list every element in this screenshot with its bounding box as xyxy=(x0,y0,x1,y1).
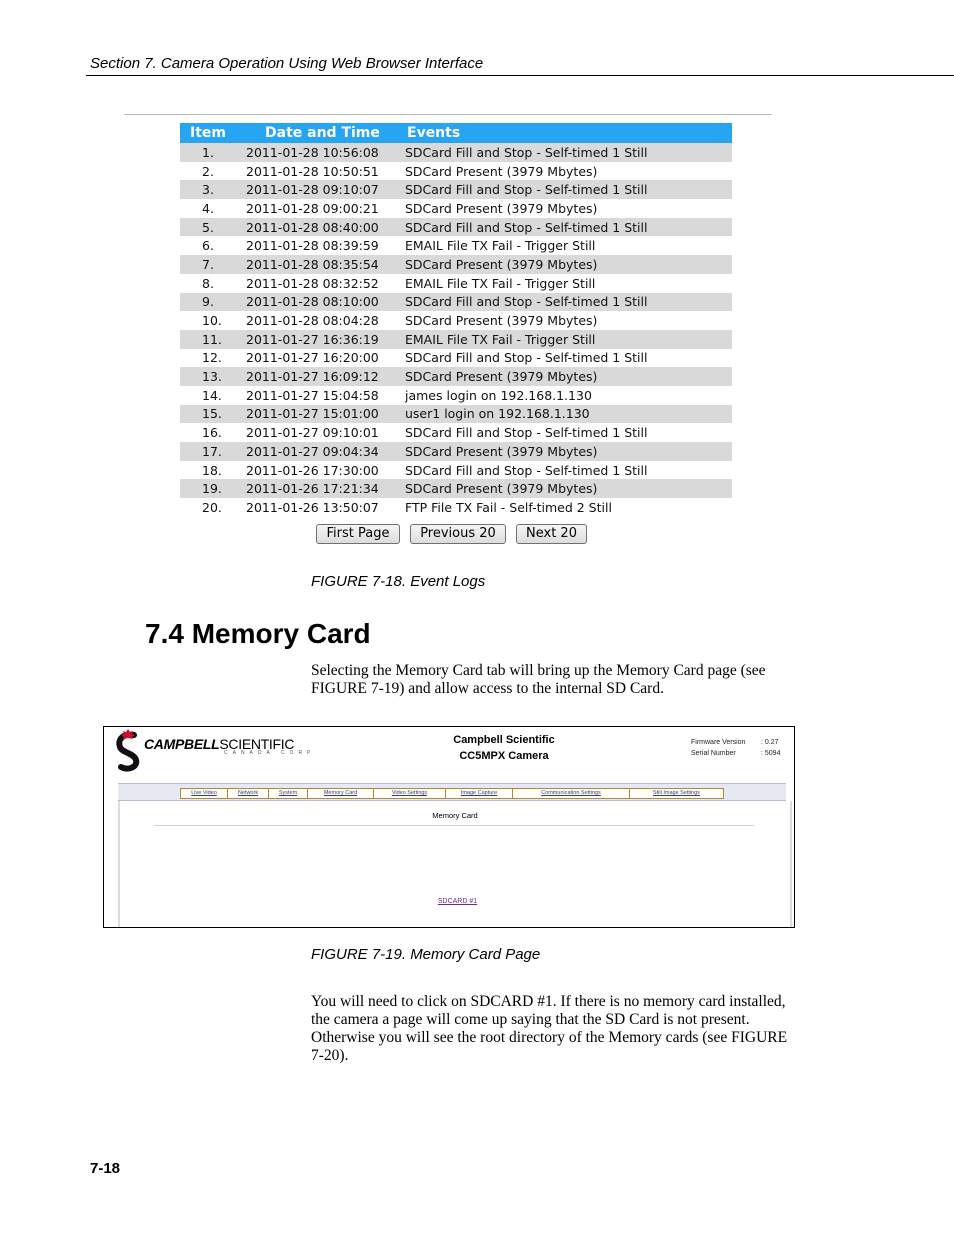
cell-event: SDCard Fill and Stop - Self-timed 1 Still xyxy=(405,293,732,312)
cell-event: SDCard Present (3979 Mbytes) xyxy=(405,311,732,330)
nav-bar xyxy=(118,783,786,801)
table-row xyxy=(180,423,732,442)
table-row xyxy=(180,349,732,368)
table-row xyxy=(180,162,732,181)
header-rule xyxy=(86,75,954,76)
cell-date-time: 2011-01-28 10:56:08 xyxy=(246,143,405,162)
table-header-row xyxy=(180,123,732,143)
cell-item: 6. xyxy=(180,236,246,255)
serial-value: : 5094 xyxy=(761,750,781,757)
table-row xyxy=(180,255,732,274)
cell-date-time: 2011-01-28 08:32:52 xyxy=(246,274,405,293)
cell-date-time: 2011-01-28 08:35:54 xyxy=(246,255,405,274)
cell-item: 9. xyxy=(180,293,246,312)
cell-date-time: 2011-01-26 17:21:34 xyxy=(246,479,405,498)
tab-video-settings[interactable]: Video Settings xyxy=(373,788,445,799)
cell-event: SDCard Present (3979 Mbytes) xyxy=(405,255,732,274)
camera-title-line1: Campbell Scientific xyxy=(453,734,555,746)
cell-date-time: 2011-01-28 08:10:00 xyxy=(246,293,405,312)
cell-item: 3. xyxy=(180,180,246,199)
campbell-logo-icon xyxy=(112,729,146,773)
cell-date-time: 2011-01-27 09:10:01 xyxy=(246,423,405,442)
table-row xyxy=(180,330,732,349)
cell-item: 17. xyxy=(180,442,246,461)
cell-event: SDCard Present (3979 Mbytes) xyxy=(405,479,732,498)
cell-item: 7. xyxy=(180,255,246,274)
cell-event: SDCard Fill and Stop - Self-timed 1 Still xyxy=(405,218,732,237)
cell-date-time: 2011-01-26 17:30:00 xyxy=(246,461,405,480)
brand-rest: SCIENTIFIC xyxy=(219,736,295,752)
cell-date-time: 2011-01-28 09:10:07 xyxy=(246,180,405,199)
event-log-table xyxy=(180,123,732,517)
table-row xyxy=(180,442,732,461)
cell-date-time: 2011-01-28 08:40:00 xyxy=(246,218,405,237)
serial-label: Serial Number xyxy=(691,750,736,757)
running-header: Section 7. Camera Operation Using Web Browser Interface xyxy=(90,55,484,72)
camera-title-line2: CC5MPX Camera xyxy=(459,750,549,762)
cell-date-time: 2011-01-28 10:50:51 xyxy=(246,162,405,181)
cell-event: SDCard Present (3979 Mbytes) xyxy=(405,442,732,461)
cell-item: 18. xyxy=(180,461,246,480)
table-row xyxy=(180,367,732,386)
nav-tabs xyxy=(180,788,724,797)
cell-item: 10. xyxy=(180,311,246,330)
cell-event: SDCard Fill and Stop - Self-timed 1 Still xyxy=(405,349,732,368)
cell-date-time: 2011-01-28 08:04:28 xyxy=(246,311,405,330)
cell-item: 5. xyxy=(180,218,246,237)
previous-20-button[interactable]: Previous 20 xyxy=(410,524,506,544)
figure-19-caption: FIGURE 7-19. Memory Card Page xyxy=(311,946,541,963)
column-header-item: Item xyxy=(180,123,246,143)
sdcard-link[interactable]: SDCARD #1 xyxy=(437,898,478,905)
cell-date-time: 2011-01-27 16:20:00 xyxy=(246,349,405,368)
table-row xyxy=(180,498,732,517)
cell-date-time: 2011-01-28 09:00:21 xyxy=(246,199,405,218)
tab-image-capture[interactable]: Image Capture xyxy=(445,788,512,799)
table-row xyxy=(180,311,732,330)
cell-date-time: 2011-01-27 15:01:00 xyxy=(246,405,405,424)
firmware-value: : 0.27 xyxy=(761,739,779,746)
memory-card-page-screenshot xyxy=(103,726,795,928)
event-log-body xyxy=(180,143,732,517)
cell-item: 4. xyxy=(180,199,246,218)
tab-network[interactable]: Network xyxy=(227,788,268,799)
cell-event: SDCard Present (3979 Mbytes) xyxy=(405,162,732,181)
closing-paragraph: You will need to click on SDCARD #1. If there is no memory card installed, the camera a page will come up saying that the SD Card is not present. Otherwise you will see the root directory of the Memory cards (see FIGURE 7-20). xyxy=(311,993,788,1064)
table-row xyxy=(180,199,732,218)
tab-memory-card[interactable]: Memory Card xyxy=(307,788,373,799)
table-row xyxy=(180,386,732,405)
cell-item: 13. xyxy=(180,367,246,386)
brand-sub: CANADA CORP xyxy=(224,750,316,756)
cell-event: SDCard Fill and Stop - Self-timed 1 Still xyxy=(405,180,732,199)
column-header-date: Date and Time xyxy=(246,123,405,143)
heading-rule xyxy=(154,825,754,826)
cell-date-time: 2011-01-27 16:09:12 xyxy=(246,367,405,386)
tab-live-video[interactable]: Live Video xyxy=(180,788,227,799)
column-header-events: Events xyxy=(405,123,732,143)
firmware-info xyxy=(691,739,779,746)
first-page-button[interactable]: First Page xyxy=(316,524,400,544)
cell-date-time: 2011-01-26 13:50:07 xyxy=(246,498,405,517)
brand-wordmark xyxy=(144,736,315,756)
cell-event: SDCard Present (3979 Mbytes) xyxy=(405,367,732,386)
cell-event: SDCard Fill and Stop - Self-timed 1 Still xyxy=(405,423,732,442)
cell-date-time: 2011-01-28 08:39:59 xyxy=(246,236,405,255)
cell-event: FTP File TX Fail - Self-timed 2 Still xyxy=(405,498,732,517)
cell-item: 14. xyxy=(180,386,246,405)
table-row xyxy=(180,236,732,255)
table-row xyxy=(180,461,732,480)
content-area xyxy=(118,801,792,928)
memory-card-heading: Memory Card xyxy=(432,811,478,820)
cell-item: 15. xyxy=(180,405,246,424)
tab-system[interactable]: System xyxy=(268,788,307,799)
cell-date-time: 2011-01-27 16:36:19 xyxy=(246,330,405,349)
tab-communication-settings[interactable]: Communication Settings xyxy=(512,788,629,799)
cell-item: 8. xyxy=(180,274,246,293)
section-title: 7.4 Memory Card xyxy=(145,618,371,649)
cell-event: SDCard Fill and Stop - Self-timed 1 Still xyxy=(405,143,732,162)
firmware-label: Firmware Version xyxy=(691,739,746,746)
table-row xyxy=(180,180,732,199)
cell-event: user1 login on 192.168.1.130 xyxy=(405,405,732,424)
cell-event: EMAIL File TX Fail - Trigger Still xyxy=(405,274,732,293)
cell-date-time: 2011-01-27 09:04:34 xyxy=(246,442,405,461)
figure-18-caption: FIGURE 7-18. Event Logs xyxy=(311,573,486,590)
table-row xyxy=(180,274,732,293)
cell-item: 1. xyxy=(180,143,246,162)
table-row xyxy=(180,405,732,424)
table-row xyxy=(180,293,732,312)
cell-item: 2. xyxy=(180,162,246,181)
tab-still-image-settings[interactable]: Still Image Settings xyxy=(629,788,724,799)
cell-event: SDCard Present (3979 Mbytes) xyxy=(405,199,732,218)
cell-event: james login on 192.168.1.130 xyxy=(405,386,732,405)
table-row xyxy=(180,143,732,162)
cell-date-time: 2011-01-27 15:04:58 xyxy=(246,386,405,405)
cell-event: EMAIL File TX Fail - Trigger Still xyxy=(405,330,732,349)
cell-event: SDCard Fill and Stop - Self-timed 1 Still xyxy=(405,461,732,480)
table-row xyxy=(180,218,732,237)
next-20-button[interactable]: Next 20 xyxy=(516,524,587,544)
intro-paragraph: Selecting the Memory Card tab will bring up the Memory Card page (see FIGURE 7-19) and allow access to the internal SD Card. xyxy=(311,662,766,697)
cell-item: 20. xyxy=(180,498,246,517)
table-row xyxy=(180,479,732,498)
cell-item: 11. xyxy=(180,330,246,349)
brand-bold: CAMPBELL xyxy=(144,736,220,752)
cell-item: 16. xyxy=(180,423,246,442)
figure-top-rule xyxy=(124,114,772,115)
page-number: 7-18 xyxy=(90,1160,121,1177)
pagination xyxy=(0,524,954,546)
cell-item: 19. xyxy=(180,479,246,498)
cell-event: EMAIL File TX Fail - Trigger Still xyxy=(405,236,732,255)
cell-item: 12. xyxy=(180,349,246,368)
serial-info xyxy=(691,750,781,757)
